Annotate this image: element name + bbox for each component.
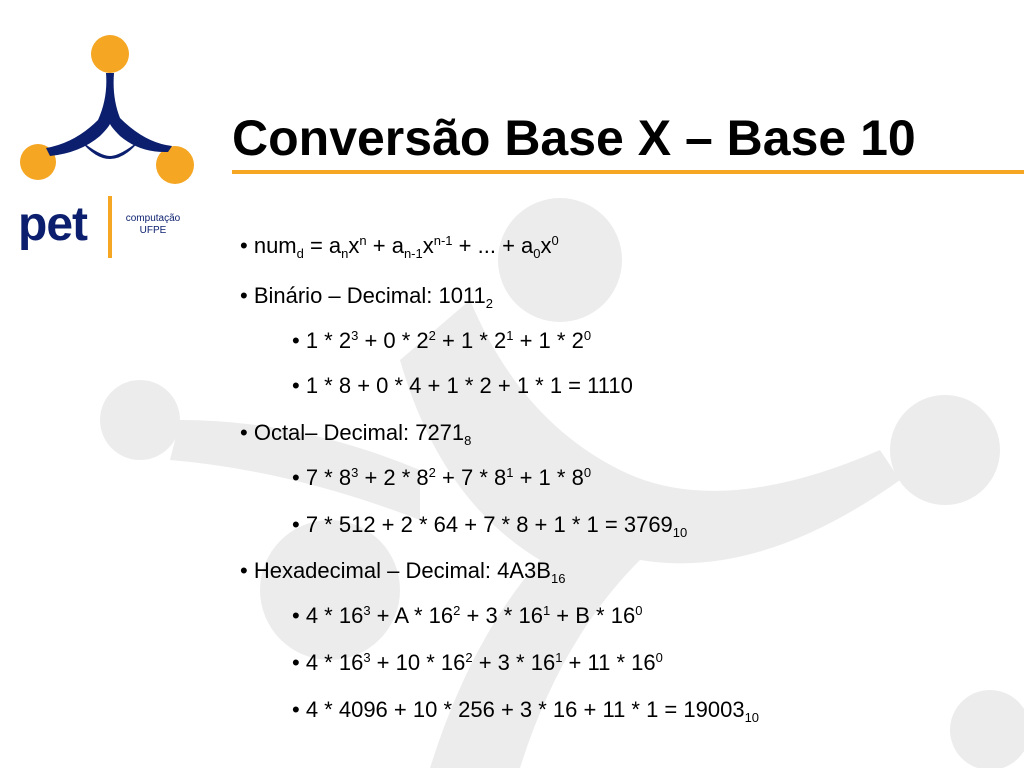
text-run: Binário – Decimal: 1011 (253, 283, 486, 308)
logo-wordmark: pet (18, 198, 87, 251)
bullet: • (292, 373, 300, 398)
subscript: 8 (464, 433, 472, 448)
bullet: • (292, 465, 300, 490)
subscript: 10 (672, 525, 688, 540)
text-run: 1 * 2 (305, 328, 352, 353)
bullet: • (292, 650, 300, 675)
text-run: + A * 16 (370, 603, 454, 628)
logo-subtitle-line1: computação (125, 213, 181, 224)
bullet: • (240, 233, 248, 258)
superscript: 1 (506, 465, 514, 480)
octal-step-1 (292, 465, 591, 491)
text-run: 1 * 8 + 0 * 4 + 1 * 2 + 1 * 1 = 1110 (305, 373, 633, 398)
text-run: + 2 * 8 (358, 465, 429, 490)
subscript: 0 (533, 246, 541, 261)
bullet: • (292, 512, 300, 537)
superscript: 0 (583, 465, 592, 480)
subscript: d (296, 246, 304, 261)
text-run: x (422, 233, 434, 258)
superscript: 3 (363, 603, 371, 618)
superscript: 1 (542, 603, 551, 618)
text-run: + 1 * 2 (435, 328, 507, 353)
subscript: 2 (485, 296, 493, 311)
superscript: 0 (583, 328, 592, 343)
text-run: + 3 * 16 (460, 603, 543, 628)
hex-heading (240, 558, 565, 584)
superscript: 1 (555, 650, 563, 665)
text-run: + ... + a (452, 233, 534, 258)
superscript: 3 (363, 650, 371, 665)
superscript: 2 (428, 328, 436, 343)
superscript: 1 (506, 328, 514, 343)
text-run: + a (366, 233, 404, 258)
superscript: 0 (635, 603, 643, 618)
slide-title: Conversão Base X – Base 10 (232, 110, 916, 166)
superscript: 2 (465, 650, 473, 665)
text-run: num (253, 233, 297, 258)
text-run: Hexadecimal – Decimal: 4A3B (253, 558, 551, 583)
text-run: = a (303, 233, 342, 258)
superscript: 2 (428, 465, 436, 480)
subscript: n-1 (403, 246, 423, 261)
superscript: n (359, 233, 367, 248)
text-run: + 10 * 16 (370, 650, 466, 675)
text-run: + 0 * 2 (358, 328, 429, 353)
text-run: x (348, 233, 360, 258)
logo-subtitle-line2: UFPE (139, 225, 167, 236)
text-run: + 7 * 8 (435, 465, 507, 490)
formula-line (240, 233, 559, 259)
text-run: 7 * 512 + 2 * 64 + 7 * 8 + 1 * 1 = 3769 (305, 512, 673, 537)
text-run: 4 * 16 (305, 650, 364, 675)
octal-step-2 (292, 512, 687, 538)
bullet: • (292, 697, 300, 722)
bullet: • (292, 328, 300, 353)
bullet: • (240, 558, 248, 583)
hex-step-1 (292, 603, 642, 629)
octal-heading (240, 420, 471, 446)
text-run: + 11 * 16 (562, 650, 656, 675)
text-run: + 1 * 2 (513, 328, 584, 353)
subscript: n (341, 246, 349, 261)
text-run: + 1 * 8 (513, 465, 584, 490)
hex-step-3 (292, 697, 759, 723)
subscript: 16 (550, 571, 566, 586)
text-run: Octal– Decimal: 7271 (253, 420, 465, 445)
binary-heading (240, 283, 493, 309)
hex-step-2 (292, 650, 663, 676)
bullet: • (240, 420, 248, 445)
bullet: • (292, 603, 300, 628)
text-run: 7 * 8 (305, 465, 352, 490)
text-run: + 3 * 16 (472, 650, 556, 675)
binary-step-1 (292, 328, 591, 354)
superscript: 3 (351, 465, 359, 480)
bullet: • (240, 283, 248, 308)
text-run: 4 * 16 (305, 603, 364, 628)
binary-step-2 (292, 373, 633, 399)
text-run: 4 * 4096 + 10 * 256 + 3 * 16 + 11 * 1 = 19003 (305, 697, 745, 722)
superscript: 0 (551, 233, 559, 248)
superscript: 0 (655, 650, 663, 665)
text-run: x (540, 233, 552, 258)
text-run: + B * 16 (550, 603, 636, 628)
superscript: 2 (453, 603, 461, 618)
superscript: 3 (351, 328, 359, 343)
superscript: n-1 (433, 233, 453, 248)
subscript: 10 (744, 710, 760, 725)
